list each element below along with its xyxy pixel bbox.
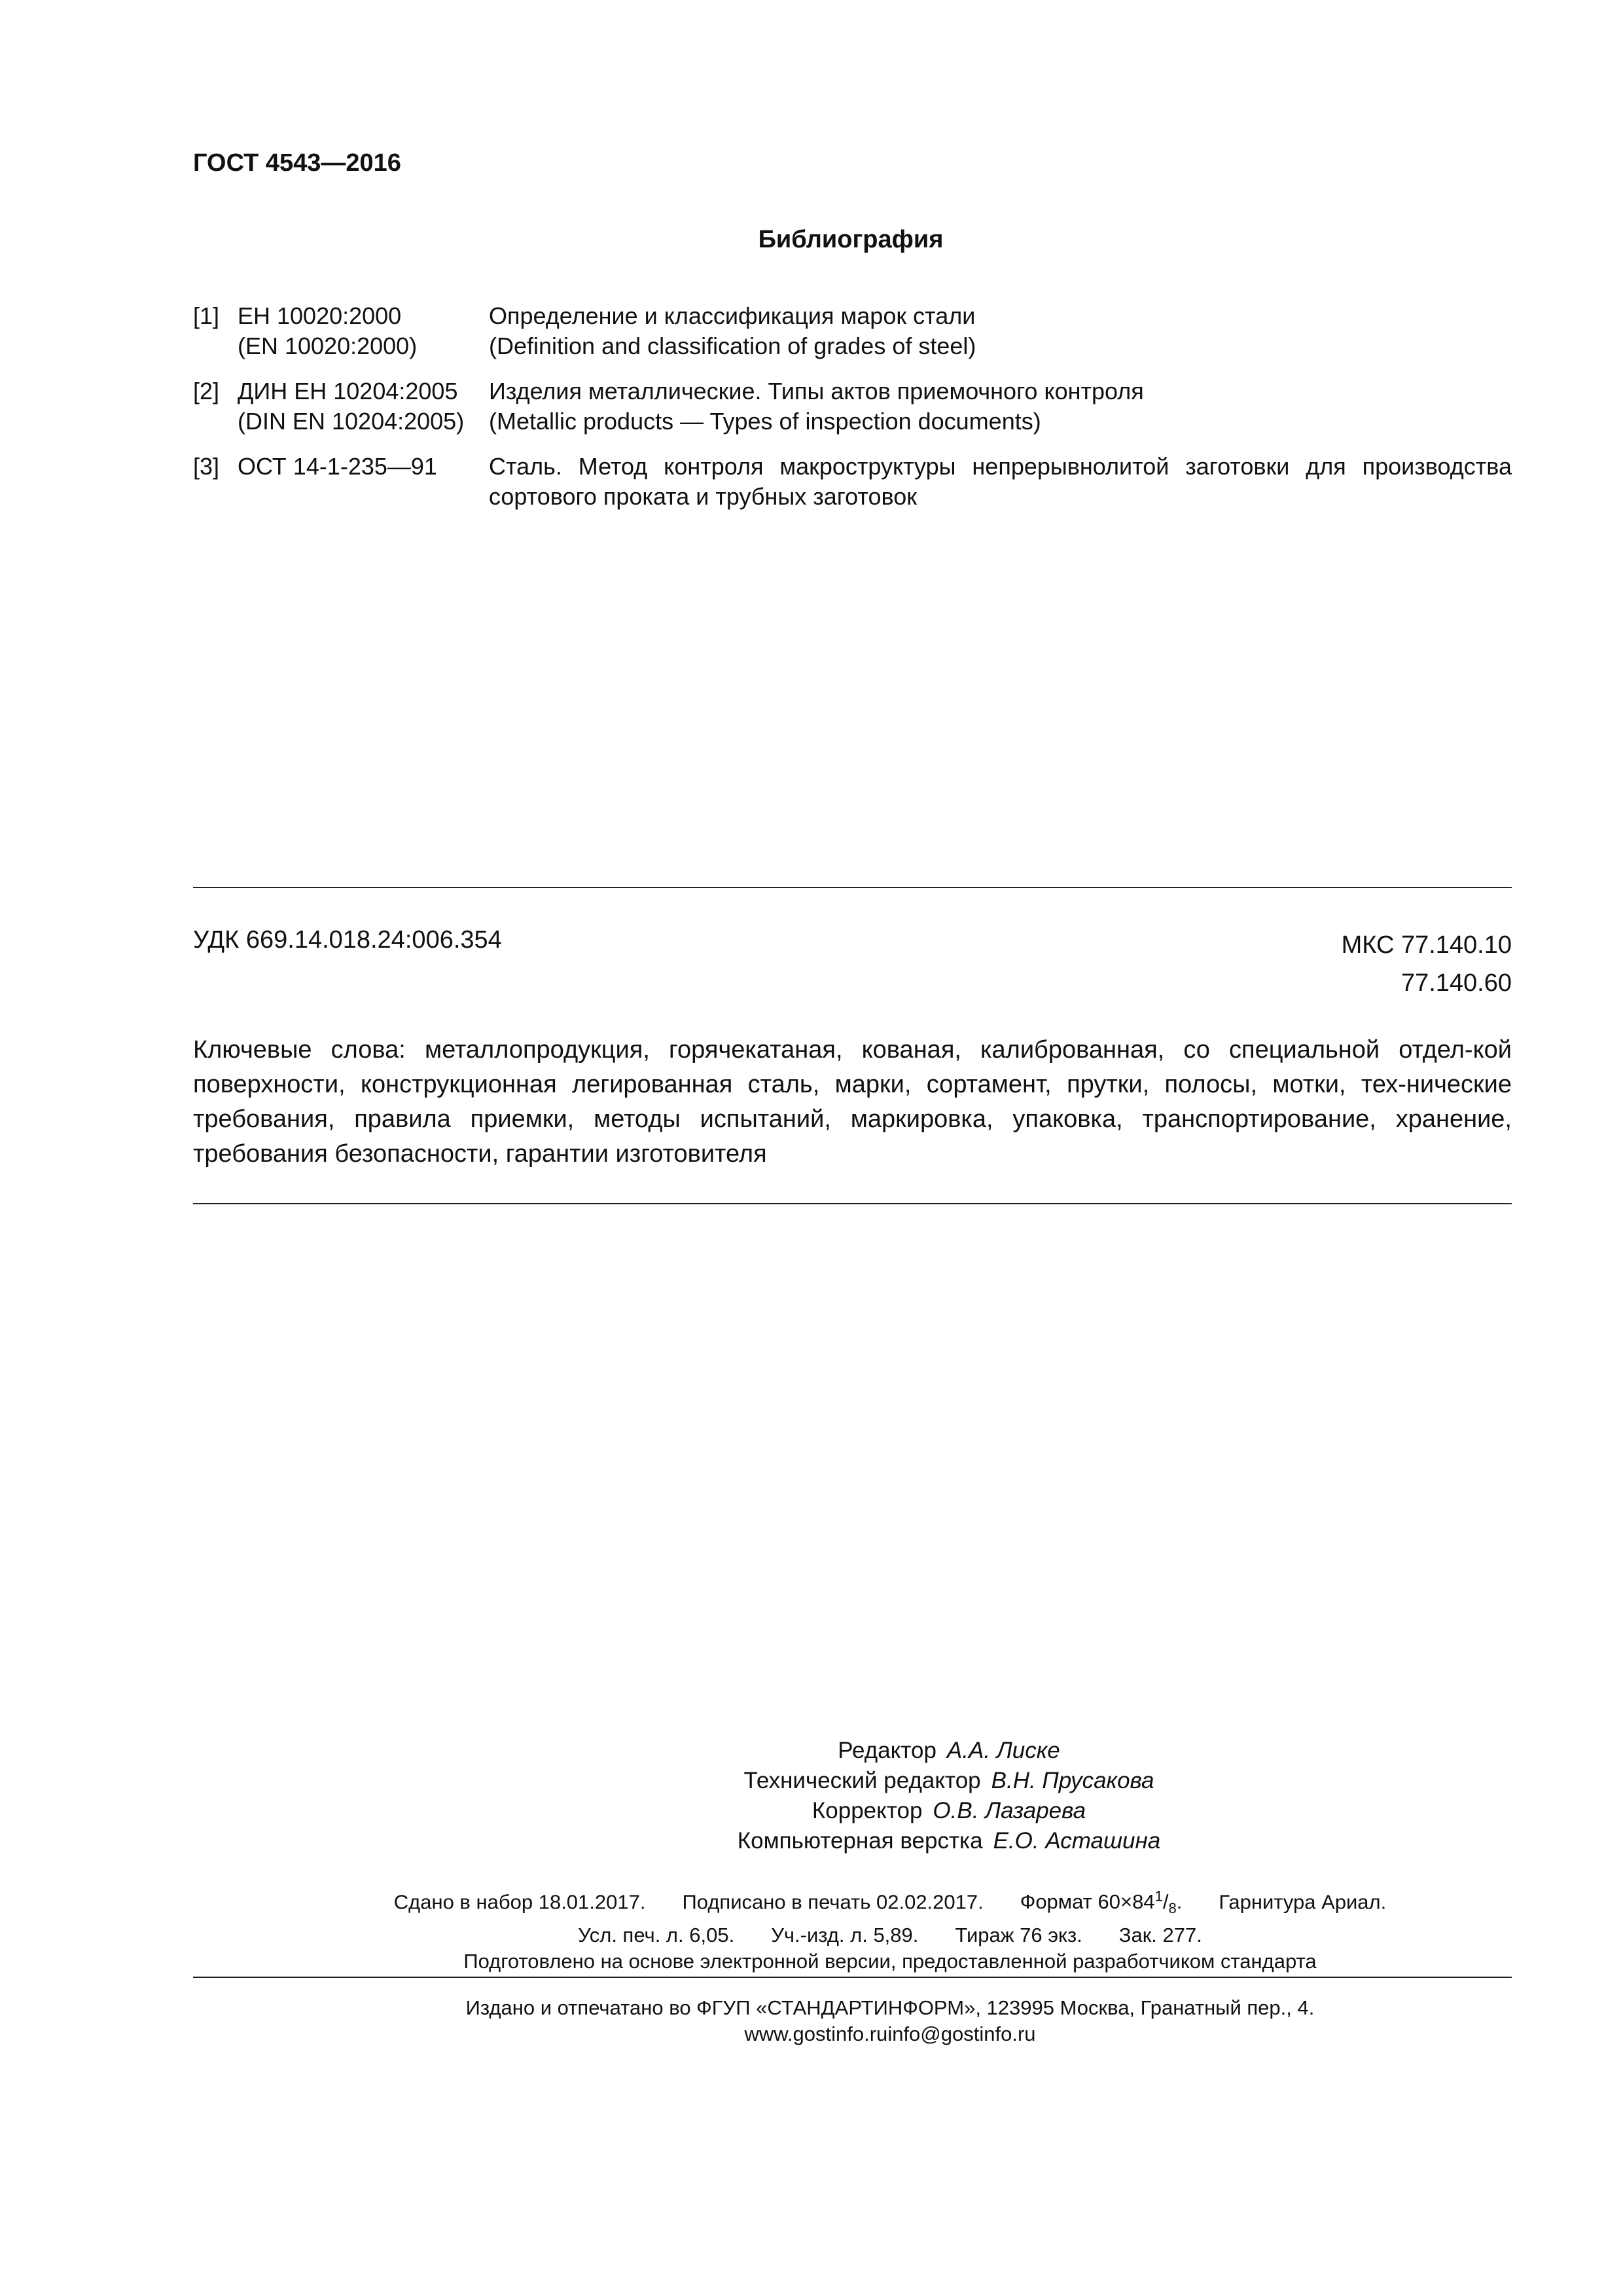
ref-code: ЕН 10020:2000 [238, 302, 402, 329]
credit-row [275, 1766, 1623, 1796]
ref-code: ОСТ 14-1-235—91 [238, 453, 437, 480]
bibliography-item [193, 452, 1512, 512]
publisher-email[interactable]: info@gostinfo.ru [887, 2022, 1036, 2045]
credit-row [275, 1826, 1623, 1856]
ref-code: ДИН ЕН 10204:2005 [238, 378, 458, 404]
credit-role: Редактор [838, 1738, 936, 1763]
signed-date: Подписано в печать 02.02.2017. [682, 1890, 984, 1914]
credit-name: О.В. Лазарева [933, 1798, 1086, 1823]
credit-row [275, 1796, 1623, 1826]
edit-sheets: Уч.-изд. л. 5,89. [771, 1923, 919, 1946]
publisher-info [0, 1995, 1623, 2047]
ref-title [489, 376, 1512, 437]
bibliography-item [193, 376, 1512, 437]
ref-title-ru: Определение и классификация марок стали [489, 302, 976, 329]
credit-name: Е.О. Асташина [993, 1828, 1161, 1854]
pub-row [157, 1922, 1623, 1948]
ref-number: [2] [193, 378, 220, 404]
ref-codes [238, 376, 464, 437]
divider [193, 1977, 1512, 1978]
credit-name: А.А. Лиске [946, 1738, 1060, 1763]
ref-title-en: (Definition and classification of grades of steel) [489, 332, 976, 359]
ref-codes [238, 301, 417, 361]
credit-role: Технический редактор [743, 1768, 981, 1793]
ref-codes [238, 452, 437, 482]
publisher-address: Издано и отпечатано во ФГУП «СТАНДАРТИНФОРМ», 123995 Москва, Гранатный пер., 4. [465, 1996, 1315, 2019]
publication-info [0, 1884, 1623, 1975]
publisher-website[interactable]: www.gostinfo.ru [744, 2022, 888, 2045]
paper-format: Формат $60\times 84^1/_8$. [1020, 1888, 1183, 1917]
standard-code: ГОСТ 4543—2016 [193, 149, 401, 177]
mks-code [1342, 926, 1512, 1002]
ref-code-en: (DIN EN 10204:2005) [238, 408, 465, 435]
credit-role: Корректор [812, 1798, 923, 1823]
ref-title-line: сортового проката и трубных заготовок [489, 483, 917, 510]
ref-title-line: Сталь. Метод контроля макроструктуры непрерывнолитой заготовки для производства [489, 453, 1512, 480]
ref-title [489, 452, 1512, 512]
typeface: Гарнитура Ариал. [1219, 1890, 1387, 1914]
order-number: Зак. 277. [1118, 1923, 1202, 1946]
mks-line: 77.140.60 [1400, 969, 1512, 997]
mks-line: МКС 77.140.10 [1341, 931, 1512, 959]
prepared-note: Подготовлено на основе электронной версии, предоставленной разработчиком стандарта [463, 1949, 1317, 1973]
udc-code: УДК 669.14.018.24:006.354 [193, 926, 502, 954]
credit-row [275, 1736, 1623, 1766]
divider [193, 1203, 1512, 1204]
divider [193, 887, 1512, 888]
bibliography-title: Библиография [758, 226, 944, 253]
print-sheets: Усл. печ. л. 6,05. [578, 1923, 735, 1946]
ref-title-en: (Metallic products — Types of inspection documents) [489, 408, 1041, 435]
credit-role: Компьютерная верстка [737, 1828, 983, 1854]
ref-title [489, 301, 1512, 361]
ref-number: [1] [193, 302, 220, 329]
submitted-date: Сдано в набор 18.01.2017. [393, 1890, 646, 1914]
bibliography-item [193, 301, 1512, 361]
ref-number: [3] [193, 453, 220, 480]
ref-title-ru: Изделия металлические. Типы актов приемочного контроля [489, 378, 1144, 404]
publisher-contacts [157, 2021, 1623, 2047]
pub-row [157, 1884, 1623, 1922]
ref-code-en: (EN 10020:2000) [238, 332, 418, 359]
circulation: Тираж 76 экз. [955, 1923, 1082, 1946]
editorial-credits [0, 1736, 1623, 1856]
keywords: Ключевые слова: металлопродукция, горячекатаная, кованая, калиброванная, со специальной отдел-кой поверхности, конструкционная легированная сталь, марки, сортамент, прутки, полосы, мотки, тех-нические требования, правила приемки, методы испытаний, маркировка, упаковка, транспортирование, хранение, требования безопасности, гарантии изготовителя [193, 1036, 1512, 1168]
credit-name: В.Н. Прусакова [991, 1768, 1154, 1793]
